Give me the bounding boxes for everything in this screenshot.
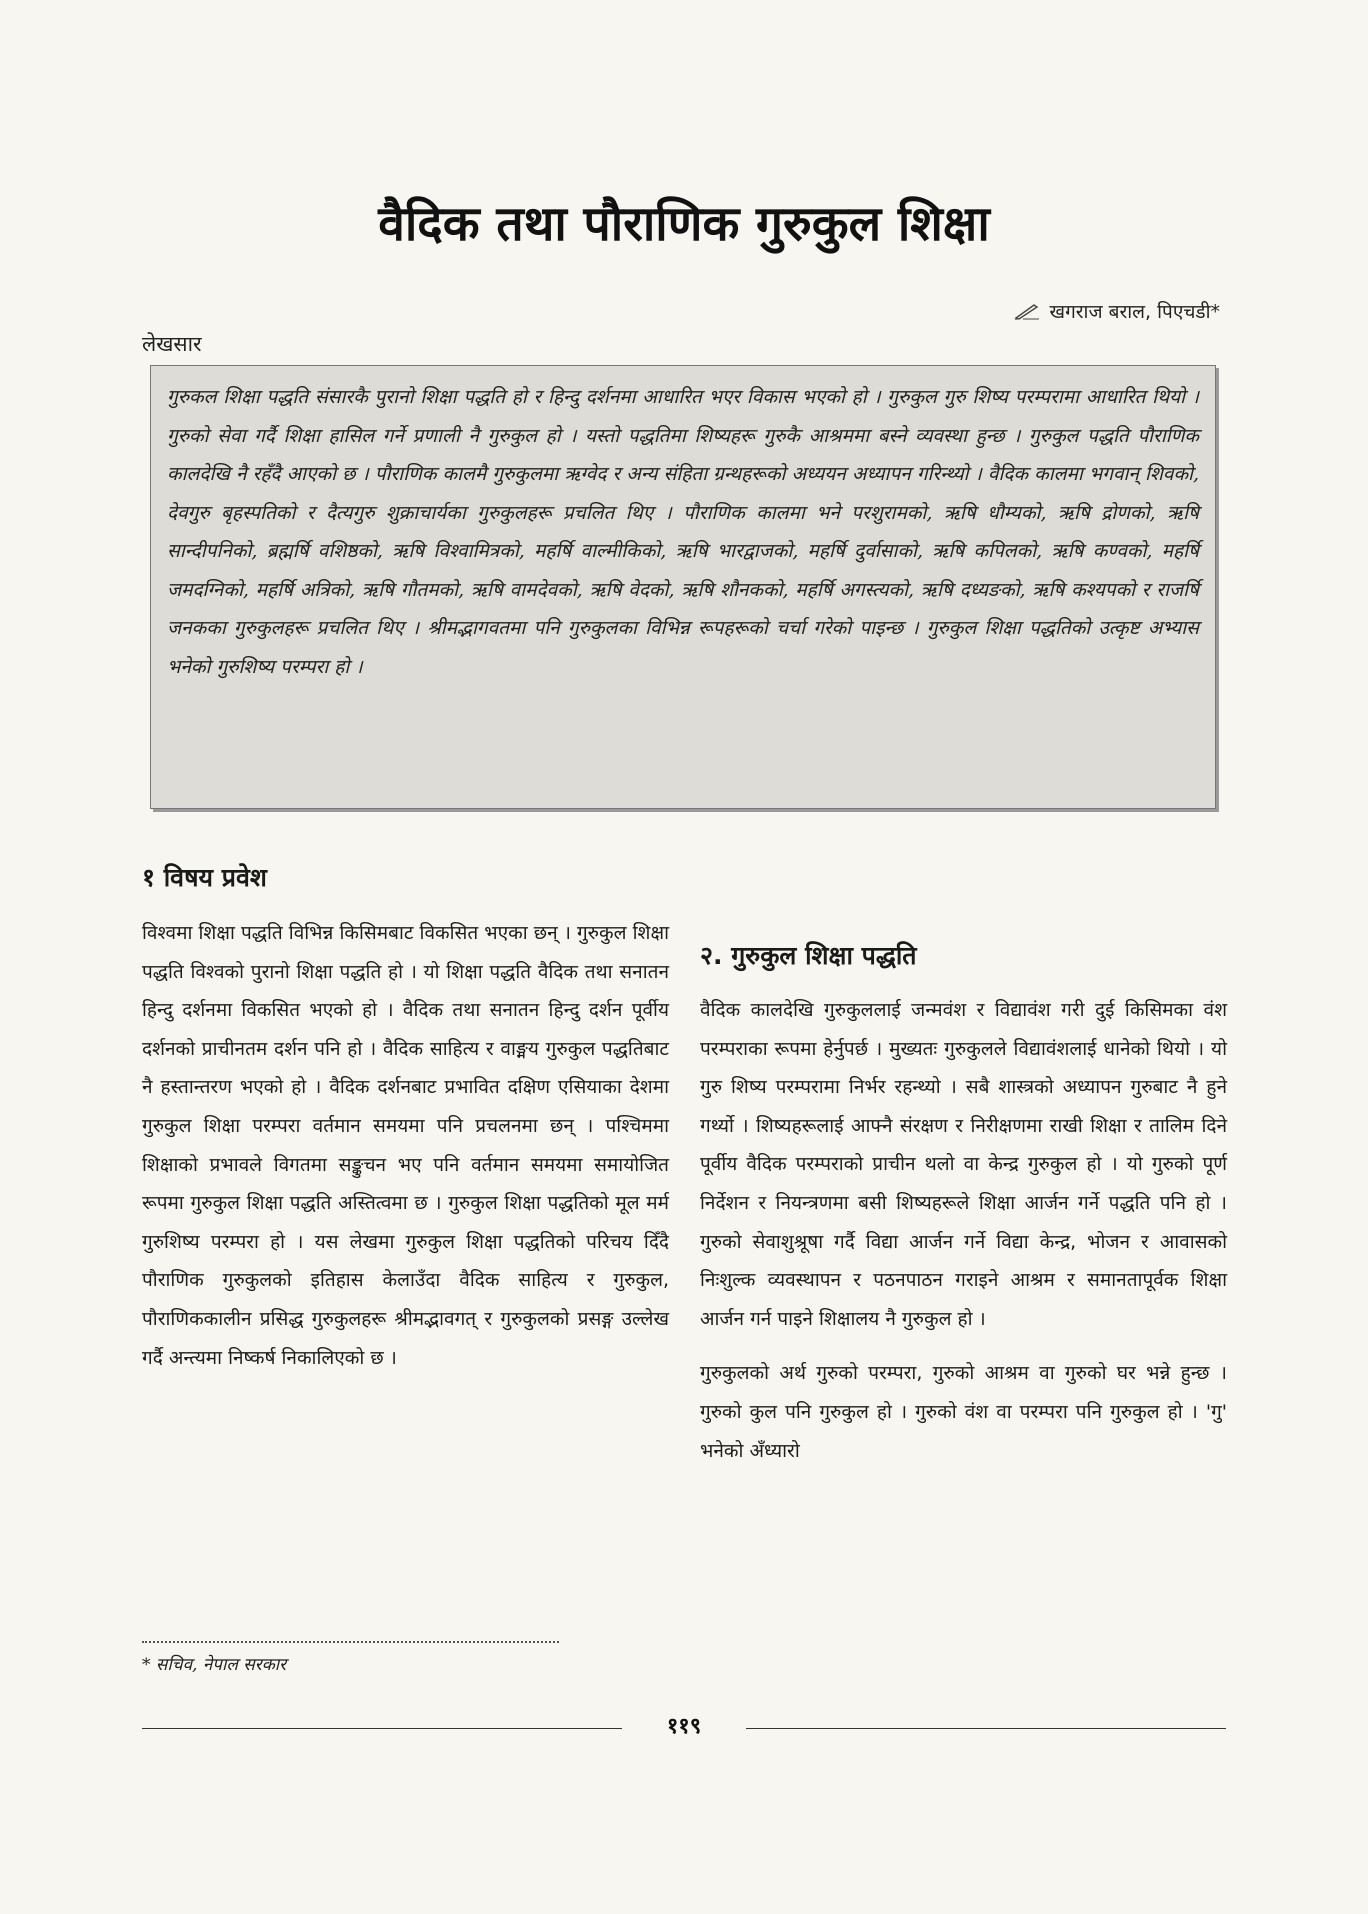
footnote: * सचिव, नेपाल सरकार [142,1655,287,1675]
abstract-text: गुरुकल शिक्षा पद्धति संसारकै पुरानो शिक्षा पद्धति हो र हिन्दु दर्शनमा आधारित भएर विकास भएको हो । गुरुकुल गुरु शिष्य परम्परामा आधारित थियो । गुरुको सेवा गर्दै शिक्षा हासिल गर्ने प्रणाली नै गुरुकुल हो । यस्तो पद्धतिमा शिष्यहरू गुरुकै आश्रममा बस्ने व्यवस्था हुन्छ । गुरुकुल पद्धति पौराणिक कालदेखि नै रहँदै आएको छ । पौराणिक कालमै गुरुकुलमा ऋग्वेद र अन्य संहिता ग्रन्थहरूको अध्ययन अध्यापन गरिन्थ्यो । वैदिक कालमा भगवान् शिवको, देवगुरु बृहस्पतिको र दैत्यगुरु शुक्राचार्यका गुरुकुलहरू प्रचलित थिए । पौराणिक कालमा भने परशुरामको, ऋषि धौम्यको, ऋषि द्रोणको, ऋषि सान्दीपनिको, ब्रह्मर्षि वशिष्ठको, ऋषि विश्वामित्रको, महर्षि वाल्मीकिको, ऋषि भारद्वाजको, महर्षि दुर्वासाको, ऋषि कपिलको, ऋषि कण्वको, महर्षि जमदग्निको, महर्षि अत्रिको, ऋषि गौतमको, ऋषि वामदेवको, ऋषि वेदको, ऋषि शौनकको, महर्षि अगस्त्यको, ऋषि दध्यङको, ऋषि कश्यपको र राजर्षि जनकका गुरुकुलहरू प्रचलित थिए । श्रीमद्भागवतमा पनि गुरुकुलका विभिन्न रूपहरूको चर्चा गरेको पाइन्छ । गुरुकुल शिक्षा पद्धतिको उत्कृष्ट अभ्यास भनेको गुरुशिष्य परम्परा हो । [167,386,1199,678]
author-line [1014,298,1220,324]
intro-paragraph: विश्वमा शिक्षा पद्धति विभिन्न किसिमबाट विकसित भएका छन् । गुरुकुल शिक्षा पद्धति विश्वको पुरानो शिक्षा पद्धति हो । यो शिक्षा पद्धति वैदिक तथा सनातन हिन्दु दर्शनमा विकसित भएको हो । वैदिक तथा सनातन हिन्दु दर्शन पूर्वीय दर्शनको प्राचीनतम दर्शन पनि हो । वैदिक साहित्य र वाङ्मय गुरुकुल पद्धतिबाट नै हस्तान्तरण भएको हो । वैदिक दर्शनबाट प्रभावित दक्षिण एसियाका देशमा गुरुकुल शिक्षा परम्परा वर्तमान समयमा पनि प्रचलनमा छन् । पश्चिममा शिक्षाको प्रभावले विगतमा सङ्कुचन भए पनि वर्तमान समयमा समायोजित रूपमा गुरुकुल शिक्षा पद्धति अस्तित्वमा छ । गुरुकुल शिक्षा पद्धतिको मूल मर्म गुरुशिष्य परम्परा हो । यस लेखमा गुरुकुल शिक्षा पद्धतिको परिचय दिँदै पौराणिक गुरुकुलको इतिहास केलाउँदा वैदिक साहित्य र गुरुकुल, पौराणिककालीन प्रसिद्ध गुरुकुलहरू श्रीमद्भावगत् र गुरुकुलको प्रसङ्ग उल्लेख गर्दै अन्त्यमा निष्कर्ष निकालिएको छ । [142,922,669,1369]
section-heading-gurukul: २. गुरुकुल शिक्षा पद्धति [700,941,917,970]
author-name: खगराज बराल, पिएचडी* [1049,301,1220,323]
column-left [142,914,669,1377]
gurukul-paragraph-1: वैदिक कालदेखि गुरुकुललाई जन्मवंश र विद्यावंश गरी दुई किसिमका वंश परम्पराका रूपमा हेर्नुपर्छ । मुख्यतः गुरुकुलले विद्यावंशलाई धानेको थियो । यो गुरु शिष्य परम्परामा निर्भर रहन्थ्यो । सबै शास्त्रको अध्यापन गुरुबाट नै हुने गर्थ्यो । शिष्यहरूलाई आफ्नै संरक्षण र निरीक्षणमा राखी शिक्षा र तालिम दिने पूर्वीय वैदिक परम्पराको प्राचीन थलो वा केन्द्र गुरुकुल हो । यो गुरुको पूर्ण निर्देशन र नियन्त्रणमा बसी शिष्यहरूले शिक्षा आर्जन गर्ने पद्धति पनि हो । गुरुको सेवाशुश्रूषा गर्दै विद्या आर्जन गर्ने विद्या केन्द्र, भोजन र आवासको निःशुल्क व्यवस्थापन र पठनपाठन गराइने आश्रम र समानतापूर्वक शिक्षा आर्जन गर्न पाइने शिक्षालय नै गुरुकुल हो । [700,999,1227,1330]
page-number: ११९ [666,1714,702,1739]
page-rule-left [142,1728,622,1729]
gurukul-paragraph-2: गुरुकुलको अर्थ गुरुको परम्परा, गुरुको आश्रम वा गुरुको घर भन्ने हुन्छ । गुरुको कुल पनि गुरुकुल हो । गुरुको वंश वा परम्परा पनि गुरुकुल हो । 'गु' भनेको अँध्यारो [700,1362,1227,1462]
abstract-label: लेखसार [142,332,202,356]
footnote-divider [142,1641,559,1643]
pen-icon [1014,302,1040,320]
section-heading-intro: १ विषय प्रवेश [142,863,267,892]
abstract-box [150,365,1216,809]
article-title: वैदिक तथा पौराणिक गुरुकुल शिक्षा [378,196,990,252]
column-right [700,991,1227,1470]
page-rule-right [746,1728,1226,1729]
